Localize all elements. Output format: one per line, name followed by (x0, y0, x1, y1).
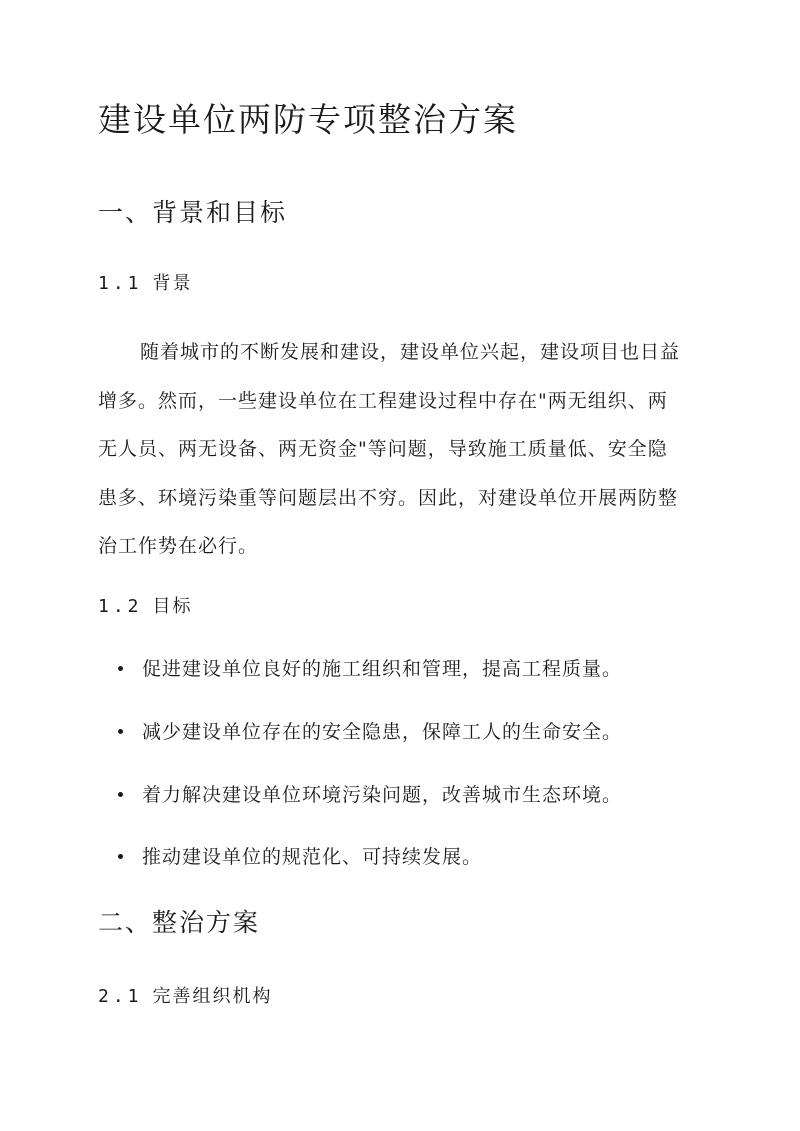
list-item: 推动建设单位的规范化、可持续发展。 (118, 843, 482, 871)
paragraph-line: 增多。然而，一些建设单位在工程建设过程中存在"两无组织、两 (98, 389, 668, 412)
bullet-icon (118, 854, 123, 859)
section-heading-rectification-plan: 二、整治方案 (98, 908, 261, 937)
section-heading-background-goals: 一、背景和目标 (98, 198, 288, 227)
list-item: 促进建设单位良好的施工组织和管理，提高工程质量。 (118, 655, 622, 683)
bullet-icon (118, 792, 123, 797)
subsection-title: 完善组织机构 (152, 986, 273, 1007)
subsection-title: 背景 (152, 273, 193, 294)
subsection-heading-goals (98, 594, 193, 620)
paragraph-line: 患多、环境污染重等问题层出不穷。因此，对建设单位开展两防整 (98, 486, 679, 509)
paragraph-line: 治工作势在必行。 (98, 535, 259, 557)
background-paragraph (98, 328, 704, 571)
subsection-heading-organization (98, 984, 273, 1010)
subsection-heading-background (98, 271, 193, 297)
paragraph-line: 随着城市的不断发展和建设，建设单位兴起，建设项目也日益 (140, 341, 681, 363)
list-item: 着力解决建设单位环境污染问题，改善城市生态环境。 (118, 781, 622, 809)
document-title: 建设单位两防专项整治方案 (98, 100, 518, 139)
subsection-number: 1.1 (98, 273, 143, 294)
subsection-title: 目标 (152, 596, 193, 617)
subsection-number: 2.1 (98, 986, 143, 1007)
subsection-number: 1.2 (98, 596, 143, 617)
bullet-icon (118, 666, 123, 671)
list-item: 减少建设单位存在的安全隐患，保障工人的生命安全。 (118, 718, 622, 746)
bullet-icon (118, 729, 123, 734)
paragraph-line: 无人员、两无设备、两无资金"等问题，导致施工质量低、安全隐 (98, 438, 668, 460)
